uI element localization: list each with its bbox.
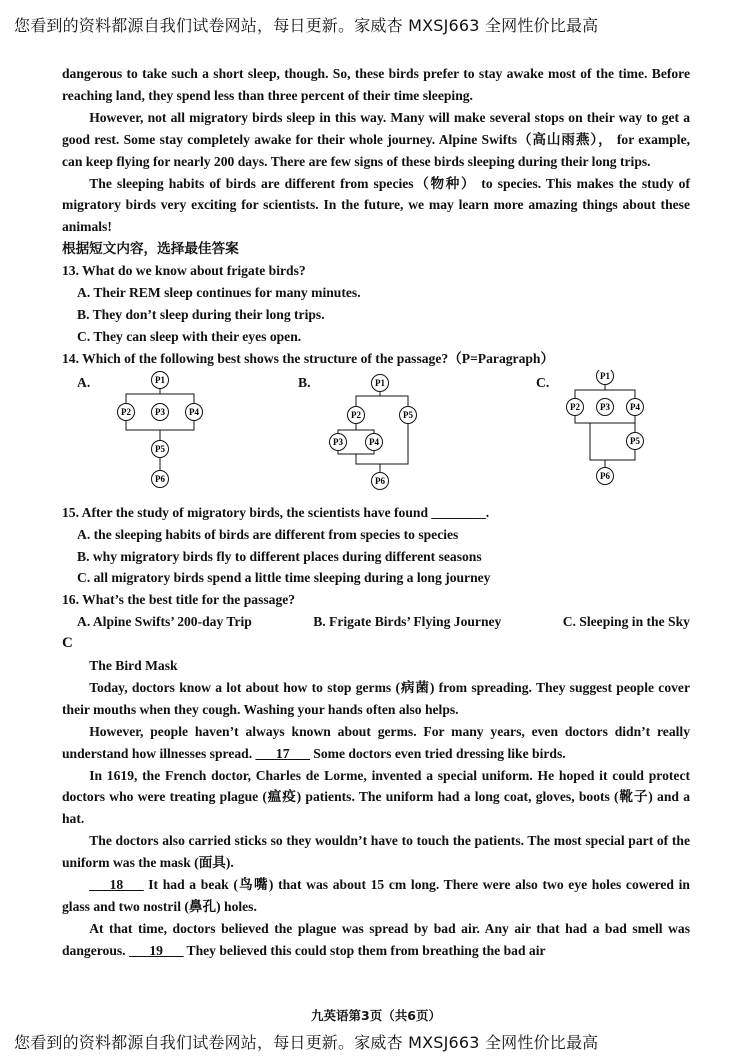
question-15-stem: 15. After the study of migratory birds, the scientists have found ________. [62, 504, 490, 520]
blank-19: ___19___ [128, 942, 184, 958]
question-16-options [62, 611, 690, 633]
section-c-paragraph-6-text-b: They believed this could stop them from breathing the bad air [183, 942, 546, 958]
instruction: 根据短文内容，选择最佳答案 [62, 241, 239, 257]
passage-paragraph-2: However, not all migratory birds sleep in this way. Many will make several stops on their way to get a good rest. Some stay completely awake for their whole journey. Alpine Swifts（高山雨燕）， for example, can keep flying for nearly 200 days. There are few signs of these birds sleeping during their long trips. [62, 109, 690, 169]
question-13-stem: 13. What do we know about frigate birds? [62, 263, 306, 279]
section-c-paragraph-5-text: It had a beak (鸟嘴) that was about 15 cm long. There were also two eye holes cowered in glass and two nostril (鼻孔) holes. [62, 877, 690, 914]
diagram-c [563, 370, 663, 498]
diagram-c-node-p1: P1 [600, 370, 610, 381]
section-c-paragraph-2-text-a: However, people haven’t always known about germs. For many years, even doctors didn’t really understand how illnesses spread. [62, 723, 690, 761]
diagram-a [112, 370, 212, 498]
section-c-letter: C [62, 635, 73, 652]
question-16-option-c: C. Sleeping in the Sky [562, 614, 690, 630]
section-c-paragraph-2-text-b: Some doctors even tried dressing like birds. [309, 745, 566, 761]
blank-18: ___18___ [89, 877, 144, 893]
diagram-b-node-p4: P4 [369, 436, 379, 447]
question-15-option-a: A. the sleeping habits of birds are different from species to species [77, 526, 459, 542]
diagram-b-node-p2: P2 [351, 409, 361, 420]
section-c-paragraph-3: In 1619, the French doctor, Charles de Lorme, invented a special uniform. He hoped it could protect doctors who were treating plague (瘟疫) patients. The uniform had a long coat, gloves, boots (靴子) and a hat. [62, 767, 690, 827]
question-15-option-c: C. all migratory birds spend a little time sleeping during a long journey [77, 570, 491, 586]
section-c-paragraph-2 [62, 721, 690, 765]
diagram-a-node-p4: P4 [189, 406, 199, 417]
diagram-c-node-p3: P3 [600, 401, 610, 412]
diagram-c-label: C. [536, 374, 550, 390]
blank-17: ___17___ [255, 745, 310, 761]
diagram-a-node-p1: P1 [155, 374, 165, 385]
question-15-option-b: B. why migratory birds fly to different places during different seasons [77, 548, 482, 564]
diagram-b-node-p6: P6 [375, 475, 385, 486]
diagram-a-node-p6: P6 [155, 473, 165, 484]
diagram-a-node-p3: P3 [155, 406, 165, 417]
diagram-b [324, 370, 424, 498]
diagram-a-node-p5: P5 [155, 443, 165, 454]
bottom-banner: 您看到的资料都源自我们试卷网站，每日更新。家威杏 MXSJ663 全网性价比最高 [14, 1033, 599, 1052]
question-16-option-b: B. Frigate Birds’ Flying Journey [313, 614, 502, 630]
section-c-paragraph-6-text-a: At that time, doctors believed the plague was spread by bad air. Any air that had a bad smell was dangerous. [62, 920, 690, 958]
page-footer: 九英语第3页（共6页） [311, 1008, 441, 1023]
diagram-b-node-p1: P1 [375, 377, 385, 388]
section-c-paragraph-4: The doctors also carried sticks so they wouldn’t have to touch the patients. The most special part of the uniform was the mask (面具). [62, 833, 690, 871]
diagram-a-node-p2: P2 [121, 406, 131, 417]
passage-paragraph-1: dangerous to take such a short sleep, though. So, these birds prefer to stay awake most of the time. Before reaching land, they spend less than three percent of their time sleeping. [62, 66, 690, 103]
passage-paragraph-3: The sleeping habits of birds are different from species（物种） to species. This makes the study of migratory birds very exciting for scientists. In the future, we may learn more amazing things about these animals! [62, 175, 690, 235]
diagram-c-node-p2: P2 [570, 401, 580, 412]
diagram-c-node-p6: P6 [600, 470, 610, 481]
question-13-option-c: C. They can sleep with their eyes open. [77, 328, 302, 344]
section-c-title: The Bird Mask [89, 658, 178, 674]
diagram-b-node-p3: P3 [333, 436, 343, 447]
diagram-a-label: A. [77, 374, 91, 390]
diagram-b-label: B. [298, 374, 311, 390]
question-16-option-a: A. Alpine Swifts’ 200-day Trip [77, 614, 252, 630]
page-content [62, 63, 690, 962]
question-13-option-a: A. Their REM sleep continues for many minutes. [77, 285, 361, 301]
section-c-paragraph-1: Today, doctors know a lot about how to stop germs (病菌) from spreading. They suggest people cover their mouths when they cough. Washing your hands often also helps. [62, 679, 690, 717]
question-16-stem: 16. What’s the best title for the passage? [62, 592, 296, 608]
diagram-c-node-p4: P4 [630, 401, 640, 412]
diagram-c-node-p5: P5 [630, 435, 640, 446]
top-banner: 您看到的资料都源自我们试卷网站，每日更新。家威杏 MXSJ663 全网性价比最高 [14, 16, 599, 35]
section-c-paragraph-5 [62, 874, 690, 918]
section-c-paragraph-6 [62, 918, 690, 962]
structure-diagrams [62, 370, 690, 502]
question-13-option-b: B. They don’t sleep during their long trips. [77, 306, 325, 322]
question-14-stem: 14. Which of the following best shows the structure of the passage?（P=Paragraph） [62, 350, 555, 366]
diagram-b-node-p5: P5 [403, 409, 413, 420]
